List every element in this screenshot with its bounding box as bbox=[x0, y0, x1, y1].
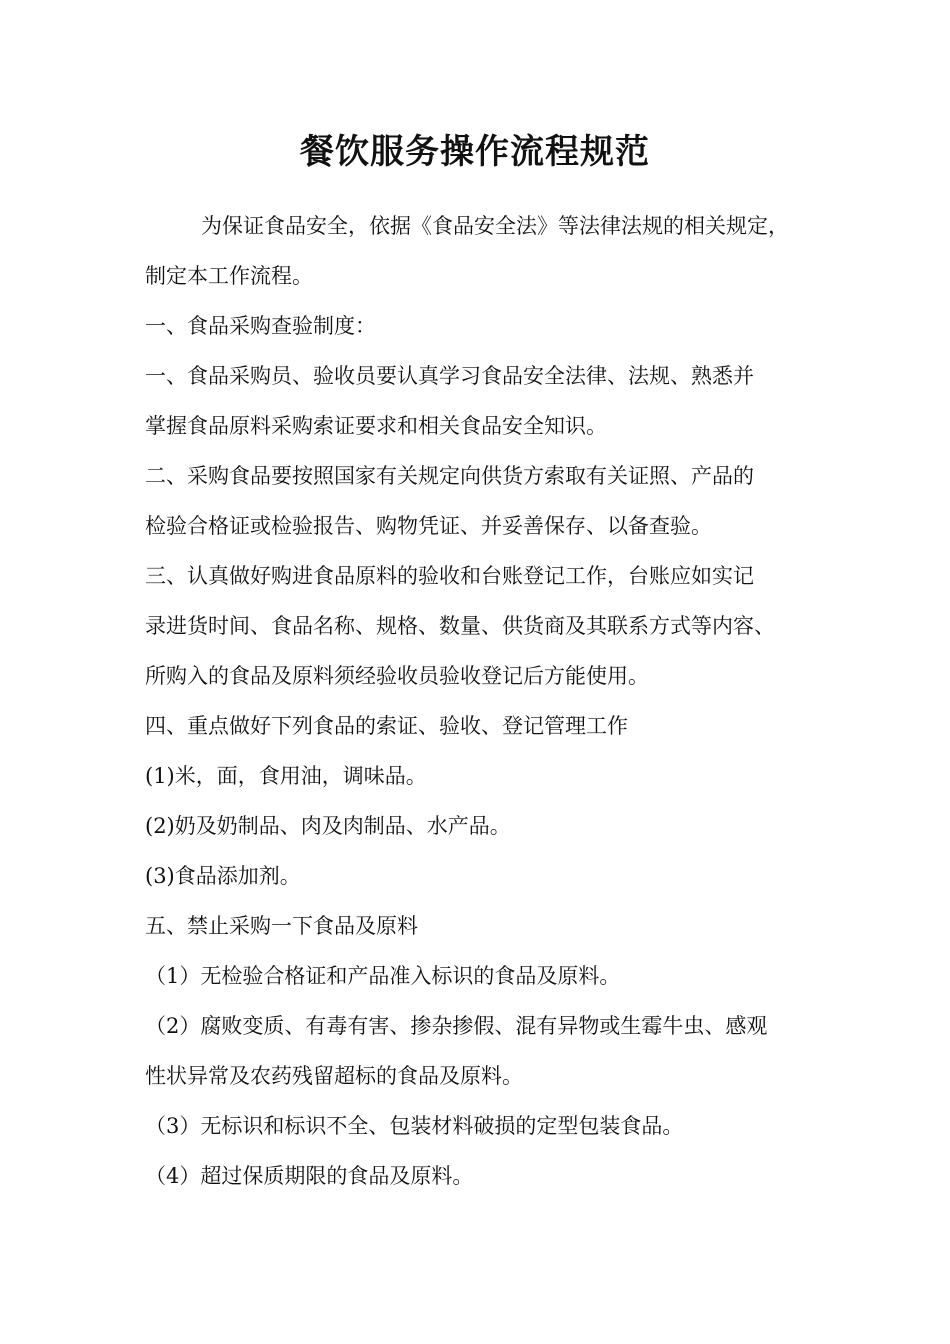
paragraph-line: 一、食品采购员、验收员要认真学习食品安全法律、法规、熟悉并 bbox=[145, 364, 754, 388]
paragraph-line: 三、认真做好购进食品原料的验收和台账登记工作，台账应如实记 bbox=[145, 564, 754, 588]
list-item-continuation: 性状异常及农药残留超标的食品及原料。 bbox=[145, 1064, 523, 1088]
list-item: (3)食品添加剂。 bbox=[145, 864, 301, 888]
section-heading-procurement: 一、食品采购查验制度： bbox=[145, 314, 376, 338]
paragraph-line: 所购入的食品及原料须经验收员验收登记后方能使用。 bbox=[145, 664, 649, 688]
list-item: （1）无检验合格证和产品准入标识的食品及原料。 bbox=[145, 964, 621, 988]
intro-line-1: 为保证食品安全，依据《食品安全法》等法律法规的相关规定， bbox=[201, 214, 789, 238]
document-body bbox=[145, 201, 825, 1201]
paragraph-line: 二、采购食品要按照国家有关规定向供货方索取有关证照、产品的 bbox=[145, 464, 754, 488]
list-item: （4）超过保质期限的食品及原料。 bbox=[145, 1164, 474, 1188]
document-title: 餐饮服务操作流程规范 bbox=[300, 132, 650, 172]
intro-line-2: 制定本工作流程。 bbox=[145, 264, 313, 288]
paragraph-line: 录进货时间、食品名称、规格、数量、供货商及其联系方式等内容、 bbox=[145, 614, 775, 638]
paragraph-line: 掌握食品原料采购索证要求和相关食品安全知识。 bbox=[145, 414, 607, 438]
list-item: （3）无标识和标识不全、包装材料破损的定型包装食品。 bbox=[145, 1114, 684, 1138]
paragraph-line: 检验合格证或检验报告、购物凭证、并妥善保存、以备查验。 bbox=[145, 514, 712, 538]
list-item: （2）腐败变质、有毒有害、掺杂掺假、混有异物或生霉牛虫、感观 bbox=[145, 1014, 768, 1038]
paragraph-line: 五、禁止采购一下食品及原料 bbox=[145, 914, 418, 938]
list-item: (1)米，面，食用油，调味品。 bbox=[145, 764, 427, 788]
paragraph-line: 四、重点做好下列食品的索证、验收、登记管理工作 bbox=[145, 714, 628, 738]
list-item: (2)奶及奶制品、肉及肉制品、水产品。 bbox=[145, 814, 511, 838]
